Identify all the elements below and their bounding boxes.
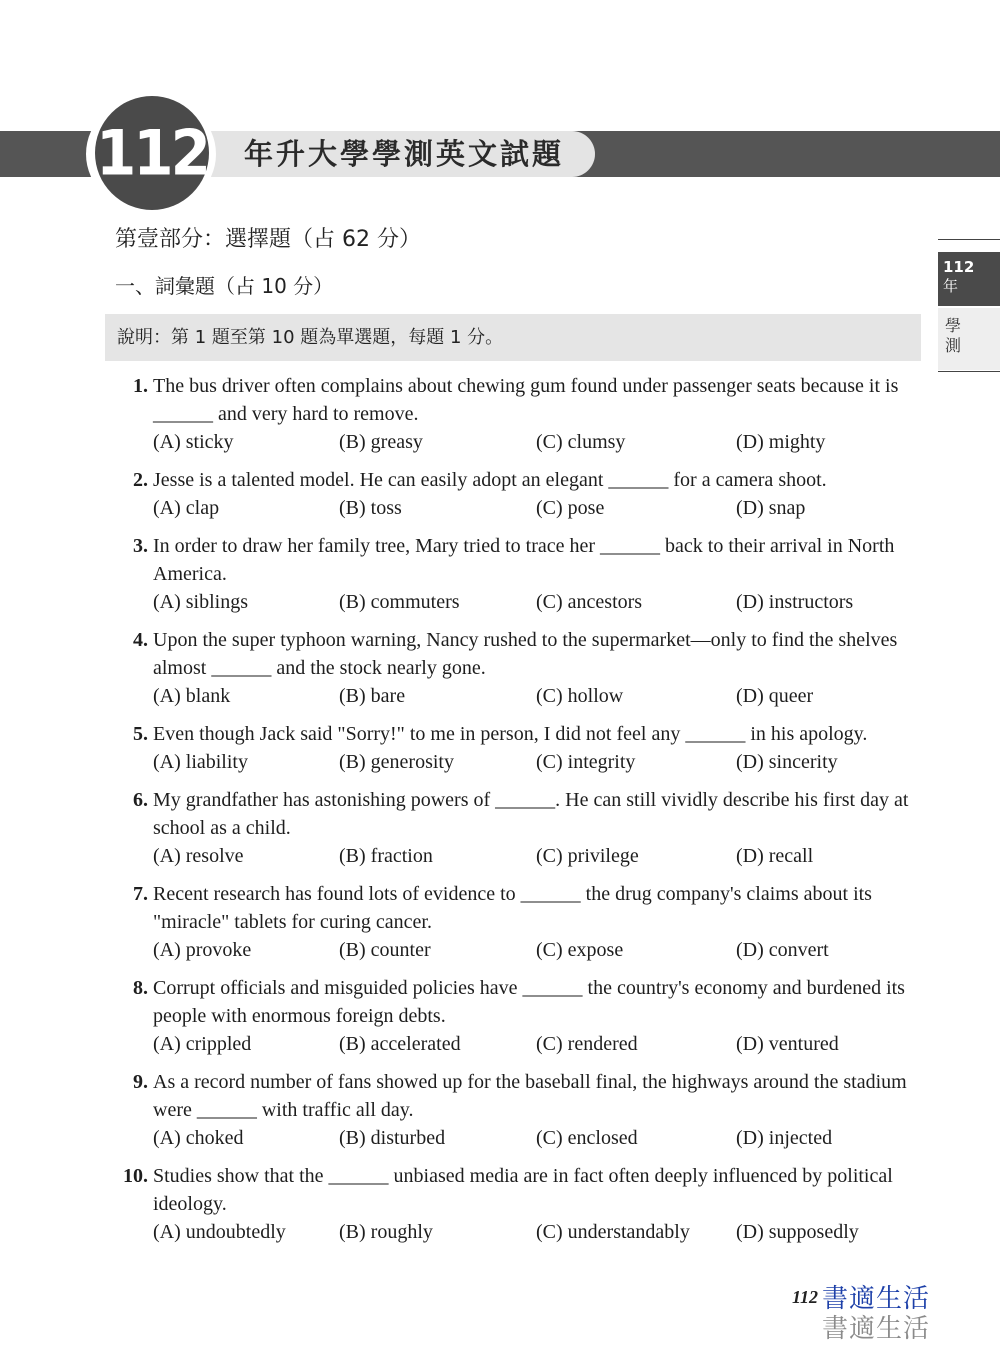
- option-b: (B) bare: [339, 685, 406, 707]
- instructions-box: [105, 314, 921, 361]
- option-c: (C) expose: [536, 939, 624, 961]
- option-d: (D) supposedly: [736, 1221, 859, 1243]
- option-d: (D) ventured: [736, 1033, 839, 1055]
- question-stem: Recent research has found lots of evidence to ______ the drug company's claims about its "miracle" tablets for curing cancer.: [153, 883, 872, 933]
- page-number: 112: [792, 1287, 819, 1307]
- option-d: (D) sincerity: [736, 751, 838, 773]
- question-number: 3.: [133, 535, 148, 557]
- side-tab-year: 112: [943, 258, 975, 276]
- side-tab-nian: 年: [943, 277, 959, 295]
- question-options: [153, 842, 927, 870]
- page-title: 年升大學學測英文試題: [244, 137, 565, 171]
- question-number: 7.: [133, 883, 148, 905]
- section-heading: 一、詞彙題（占 10 分）: [115, 274, 334, 298]
- option-d: (D) convert: [736, 939, 829, 961]
- option-b: (B) toss: [339, 497, 402, 519]
- option-d: (D) snap: [736, 497, 806, 519]
- watermark-text-blue: 書適生活: [822, 1284, 931, 1314]
- option-b: (B) accelerated: [339, 1033, 461, 1055]
- question-item: [105, 880, 927, 964]
- question-number: 6.: [133, 789, 148, 811]
- question-list: [105, 372, 927, 1256]
- question-number: 2.: [133, 469, 148, 491]
- question-options: [153, 748, 927, 776]
- option-a: (A) blank: [153, 685, 231, 707]
- question-number: 5.: [133, 723, 148, 745]
- option-a: (A) siblings: [153, 591, 248, 613]
- year-badge-number: 112: [95, 116, 209, 190]
- question-options: [153, 494, 927, 522]
- side-tab-year-block: [938, 252, 1000, 306]
- watermark-text-gray: 書適生活: [822, 1314, 931, 1344]
- question-options: [153, 936, 927, 964]
- option-b: (B) roughly: [339, 1221, 433, 1243]
- option-a: (A) crippled: [153, 1033, 252, 1055]
- question-item: [105, 532, 927, 616]
- option-d: (D) instructors: [736, 591, 854, 613]
- option-d: (D) recall: [736, 845, 814, 867]
- question-stem: My grandfather has astonishing powers of ______. He can still vividly describe his first day at school as a child.: [153, 789, 909, 839]
- question-item: [105, 974, 927, 1058]
- question-item: [105, 626, 927, 710]
- question-number: 8.: [133, 977, 148, 999]
- option-d: (D) mighty: [736, 431, 826, 453]
- option-d: (D) injected: [736, 1127, 833, 1149]
- option-c: (C) hollow: [536, 685, 624, 707]
- part-heading: 第壹部分：選擇題（占 62 分）: [115, 227, 421, 252]
- option-c: (C) privilege: [536, 845, 639, 867]
- side-tab: [938, 239, 1000, 372]
- year-badge: [95, 96, 209, 210]
- option-b: (B) disturbed: [339, 1127, 446, 1149]
- option-b: (B) generosity: [339, 751, 454, 773]
- question-options: [153, 428, 927, 456]
- option-c: (C) ancestors: [536, 591, 643, 613]
- question-options: [153, 1030, 927, 1058]
- question-item: [105, 1162, 927, 1246]
- question-stem: Corrupt officials and misguided policies have ______ the country's economy and burdened its people with enormous foreign debts.: [153, 977, 905, 1027]
- question-item: [105, 1068, 927, 1152]
- option-b: (B) greasy: [339, 431, 423, 453]
- question-stem: As a record number of fans showed up for the baseball final, the highways around the stadium were ______ with traffic all day.: [153, 1071, 907, 1121]
- option-c: (C) enclosed: [536, 1127, 638, 1149]
- question-item: [105, 372, 927, 456]
- question-number: 4.: [133, 629, 148, 651]
- option-b: (B) commuters: [339, 591, 460, 613]
- option-c: (C) rendered: [536, 1033, 638, 1055]
- option-a: (A) sticky: [153, 431, 234, 453]
- side-tab-label-block: [938, 308, 1000, 370]
- option-a: (A) liability: [153, 751, 248, 773]
- side-tab-label-2: 測: [945, 336, 962, 355]
- question-stem: Even though Jack said "Sorry!" to me in person, I did not feel any ______ in his apology.: [153, 723, 868, 745]
- option-a: (A) clap: [153, 497, 220, 519]
- option-a: (A) provoke: [153, 939, 252, 961]
- side-tab-label-1: 學: [945, 316, 962, 335]
- option-c: (C) pose: [536, 497, 605, 519]
- question-item: [105, 720, 927, 776]
- option-b: (B) counter: [339, 939, 431, 961]
- instructions-text: 說明：第 1 題至第 10 題為單選題，每題 1 分。: [117, 327, 504, 348]
- question-stem: In order to draw her family tree, Mary tried to trace her ______ back to their arrival in North America.: [153, 535, 895, 585]
- question-stem: Jesse is a talented model. He can easily adopt an elegant ______ for a camera shoot.: [153, 469, 827, 491]
- option-c: (C) understandably: [536, 1221, 690, 1243]
- option-a: (A) undoubtedly: [153, 1221, 286, 1243]
- question-stem: Upon the super typhoon warning, Nancy rushed to the supermarket—only to find the shelves almost ______ and the stock nearly gone.: [153, 629, 898, 679]
- question-number: 10.: [123, 1165, 148, 1187]
- question-item: [105, 786, 927, 870]
- option-d: (D) queer: [736, 685, 814, 707]
- question-number: 9.: [133, 1071, 148, 1093]
- option-c: (C) clumsy: [536, 431, 626, 453]
- question-item: [105, 466, 927, 522]
- question-stem: The bus driver often complains about chewing gum found under passenger seats because it is ______ and very hard to remove.: [153, 375, 899, 425]
- question-options: [153, 682, 927, 710]
- option-a: (A) resolve: [153, 845, 244, 867]
- option-b: (B) fraction: [339, 845, 433, 867]
- option-a: (A) choked: [153, 1127, 244, 1149]
- question-options: [153, 1124, 927, 1152]
- question-options: [153, 588, 927, 616]
- question-options: [153, 1218, 927, 1246]
- question-stem: Studies show that the ______ unbiased media are in fact often deeply influenced by political ideology.: [153, 1165, 893, 1215]
- question-number: 1.: [133, 375, 148, 397]
- option-c: (C) integrity: [536, 751, 636, 773]
